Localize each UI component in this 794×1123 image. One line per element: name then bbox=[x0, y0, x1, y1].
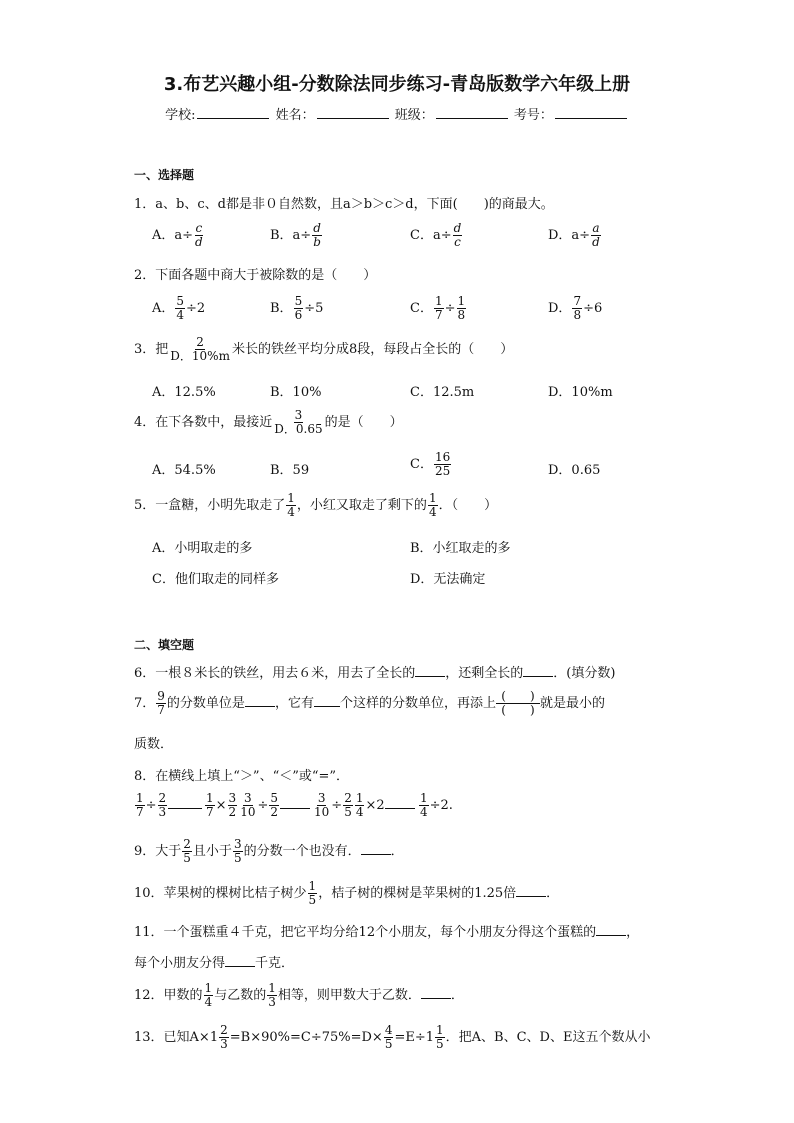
q11-blank-2[interactable] bbox=[225, 954, 255, 967]
q2-option-a[interactable]: A． $\frac{5}{4}$ ÷2 bbox=[152, 294, 206, 322]
number-label: 考号： bbox=[513, 108, 553, 123]
question-6: 6．一根８米长的铁丝，用去６米，用去了全长的 ，还剩全长的 ．(填分数) bbox=[134, 666, 616, 681]
q6-blank-1[interactable] bbox=[415, 664, 445, 677]
q8-expression-1: $\frac{1}{7}$ ÷ $\frac{2}{3}$ bbox=[134, 792, 202, 819]
name-blank[interactable] bbox=[317, 106, 389, 119]
question-7-continued: 质数． bbox=[134, 737, 174, 752]
q7-fraction-blank[interactable]: $\frac{( )}{( )}$ bbox=[497, 690, 539, 717]
question-10: 10．苹果树的棵树比桔子树少 $\frac{1}{5}$ ，桔子树的棵树是苹果树的1.25倍 ． bbox=[134, 879, 560, 907]
q8-expression-3: $\frac{3}{10}$ ÷ $\frac{2}{5}$ $\frac{1}{4}$ ×2 bbox=[312, 792, 415, 819]
question-13: 13．已知A×1 $\frac{2}{3}$ =B×90%=C÷75%=D× $\frac{4}{5}$ =E÷1 $\frac{1}{5}$ ．把A、B、C、D、E这五个数从小 bbox=[134, 1023, 651, 1051]
q7-blank-1[interactable] bbox=[245, 694, 275, 707]
section-choice-heading: 一、选择题 bbox=[134, 168, 195, 182]
q8-expression-4: $\frac{1}{4}$ ÷2. bbox=[420, 791, 453, 819]
q4-option-c[interactable]: C． $\frac{16}{25}$ bbox=[410, 450, 451, 478]
school-blank[interactable] bbox=[197, 106, 269, 119]
question-5: 5．一盒糖，小明先取走了 $\frac{1}{4}$ ，小红又取走了剩下的 $\frac{1}{4}$ ．（ ） bbox=[134, 491, 498, 519]
q2-option-c[interactable]: C． $\frac{1}{7}$ ÷ $\frac{1}{8}$ bbox=[410, 294, 466, 322]
q10-blank[interactable] bbox=[516, 884, 546, 897]
q7-blank-2[interactable] bbox=[314, 694, 340, 707]
q8-expression-2: $\frac{1}{7}$ × $\frac{3}{2}$ $\frac{3}{10}$ ÷ $\frac{5}{2}$ bbox=[204, 792, 310, 819]
q4-option-a[interactable]: A．54.5% bbox=[152, 463, 216, 478]
school-label: 学校: bbox=[165, 108, 196, 123]
question-9: 9．大于 $\frac{2}{5}$ 且小于 $\frac{3}{5}$ 的分数一个也没有． ． bbox=[134, 837, 404, 865]
question-4: 4．在下各数中，最接近 $\frac{3}{D.0.65}$ 的是（ ） bbox=[134, 408, 403, 436]
question-7: 7． $\frac{9}{7}$ 的分数单位是 ，它有 个这样的分数单位，再添上 $\frac{( )}{( )}$ 就是最小的 bbox=[134, 689, 605, 717]
q1-option-d[interactable]: D．a÷ $\frac{a}{d}$ bbox=[548, 221, 600, 249]
q8-blank-2[interactable] bbox=[280, 796, 310, 809]
q5-option-b[interactable]: B．小红取走的多 bbox=[410, 541, 511, 556]
student-info-line bbox=[0, 104, 794, 123]
q3-option-b[interactable]: B．10% bbox=[270, 385, 322, 400]
q2-option-b[interactable]: B． $\frac{5}{6}$ ÷5 bbox=[270, 294, 324, 322]
q1-option-c[interactable]: C．a÷ $\frac{d}{c}$ bbox=[410, 221, 462, 249]
q12-blank[interactable] bbox=[421, 986, 451, 999]
q2-option-d[interactable]: D． $\frac{7}{8}$ ÷6 bbox=[548, 294, 603, 322]
question-8: 8．在横线上填上“＞”、“＜”或“=”． bbox=[134, 769, 350, 784]
question-3: 3．把 $\frac{2}{D.10\%m}$ 米长的铁丝平均分成8段，每段占全长的（ ） bbox=[134, 335, 514, 363]
q1-option-a[interactable]: A．a÷ $\frac{c}{d}$ bbox=[152, 221, 203, 249]
question-12: 12．甲数的 $\frac{1}{4}$ 与乙数的 $\frac{1}{3}$ 相等，则甲数大于乙数． ． bbox=[134, 981, 464, 1009]
q9-blank[interactable] bbox=[361, 842, 391, 855]
q3-option-c[interactable]: C．12.5m bbox=[410, 385, 475, 400]
q4-option-d[interactable]: D．0.65 bbox=[548, 463, 601, 478]
q5-option-c[interactable]: C．他们取走的同样多 bbox=[152, 572, 279, 587]
class-label: 班级： bbox=[394, 108, 434, 123]
q5-option-d[interactable]: D．无法确定 bbox=[410, 572, 486, 587]
question-1: 1．a、b、c、d都是非０自然数，且a＞b＞c＞d，下面( )的商最大。 bbox=[134, 197, 554, 212]
q8-blank-3[interactable] bbox=[385, 796, 415, 809]
class-blank[interactable] bbox=[436, 106, 508, 119]
question-11-continued: 每个小朋友分得 千克． bbox=[134, 956, 295, 971]
number-blank[interactable] bbox=[555, 106, 627, 119]
question-11: 11．一个蛋糕重４千克，把它平均分给12个小朋友，每个小朋友分得这个蛋糕的 ， bbox=[134, 925, 640, 940]
q11-blank-1[interactable] bbox=[596, 923, 626, 936]
q6-blank-2[interactable] bbox=[523, 664, 553, 677]
q1-option-b[interactable]: B．a÷ $\frac{d}{b}$ bbox=[270, 221, 321, 249]
q3-option-d[interactable]: D．10%m bbox=[548, 385, 613, 400]
q5-option-a[interactable]: A．小明取走的多 bbox=[152, 541, 253, 556]
q4-option-b[interactable]: B．59 bbox=[270, 463, 310, 478]
question-2: 2．下面各题中商大于被除数的是（ ） bbox=[134, 268, 377, 283]
q8-blank-1[interactable] bbox=[168, 796, 202, 809]
section-fill-heading: 二、填空题 bbox=[134, 638, 195, 652]
q3-option-a[interactable]: A．12.5% bbox=[152, 385, 216, 400]
name-label: 姓名： bbox=[275, 108, 315, 123]
page-title: 3.布艺兴趣小组-分数除法同步练习-青岛版数学六年级上册 bbox=[163, 74, 631, 95]
